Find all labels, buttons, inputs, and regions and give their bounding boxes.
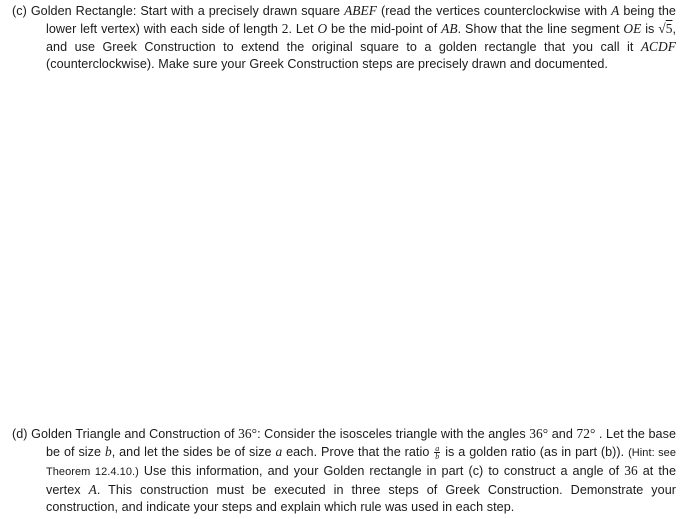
- text: (counterclockwise). Make sure your Greek Construction steps are precisely drawn and documented.: [46, 57, 608, 71]
- text: : Consider the isosceles triangle with the angles: [257, 427, 530, 441]
- part-d-label: (d): [12, 427, 28, 441]
- text: Use this information, and your Golden rectangle in part (c) to construct a angle of: [138, 464, 625, 478]
- math-2: 2: [281, 21, 289, 36]
- math-36deg: 36°: [529, 426, 549, 441]
- math-b: b: [104, 444, 112, 459]
- math-36: 36: [624, 463, 638, 478]
- text: (read the vertices counterclockwise with: [377, 4, 612, 18]
- math-72deg: 72°: [576, 426, 596, 441]
- text: Golden Rectangle: Start with a precisely drawn square: [30, 4, 345, 18]
- sqrt-sign: √: [658, 21, 666, 36]
- hint-text: (Hint: see Theorem 12.4.10.): [46, 447, 676, 478]
- text: and: [548, 427, 577, 441]
- text: be the mid-point of: [327, 22, 442, 36]
- text: , and let the sides be of size: [111, 445, 276, 459]
- math-oe: OE: [623, 21, 642, 36]
- math-a: A: [611, 3, 620, 18]
- math-abef: ABEF: [344, 3, 377, 18]
- fraction-denominator: b: [435, 452, 440, 462]
- text: Golden Triangle and Construction of: [31, 427, 239, 441]
- math-36deg: 36°: [238, 426, 258, 441]
- text: is a golden ratio (as in part (b)).: [441, 445, 629, 459]
- text: , and use Greek Construction to extend the original square to a golden rectangle that you call it: [46, 22, 676, 54]
- sqrt-value: 5: [665, 21, 673, 36]
- text: each. Prove that the ratio: [282, 445, 434, 459]
- part-c-label: (c): [12, 4, 27, 18]
- fraction-a-over-b: [434, 445, 440, 460]
- math-o: O: [317, 21, 328, 36]
- math-ab: AB: [441, 21, 458, 36]
- text: . Let the base be of size: [46, 427, 677, 459]
- math-vertex-a: A: [88, 482, 97, 497]
- math-a: a: [275, 444, 283, 459]
- text: being the lower left vertex) with each side of length: [46, 4, 676, 36]
- text: at the vertex: [46, 464, 677, 497]
- math-acdf: ACDF: [640, 39, 676, 54]
- problem-c-golden-rectangle: [0, 2, 676, 73]
- text: . Show that the line segment: [457, 22, 624, 36]
- fraction-numerator: a: [435, 444, 440, 454]
- problem-d-golden-triangle: [0, 425, 676, 516]
- text: is: [641, 22, 659, 36]
- text: . Let: [288, 22, 318, 36]
- text: . This construction must be executed in three steps of Greek Construction. Demonstrate your construction, and indicate your steps and explain which rule was used in each step.: [46, 483, 676, 514]
